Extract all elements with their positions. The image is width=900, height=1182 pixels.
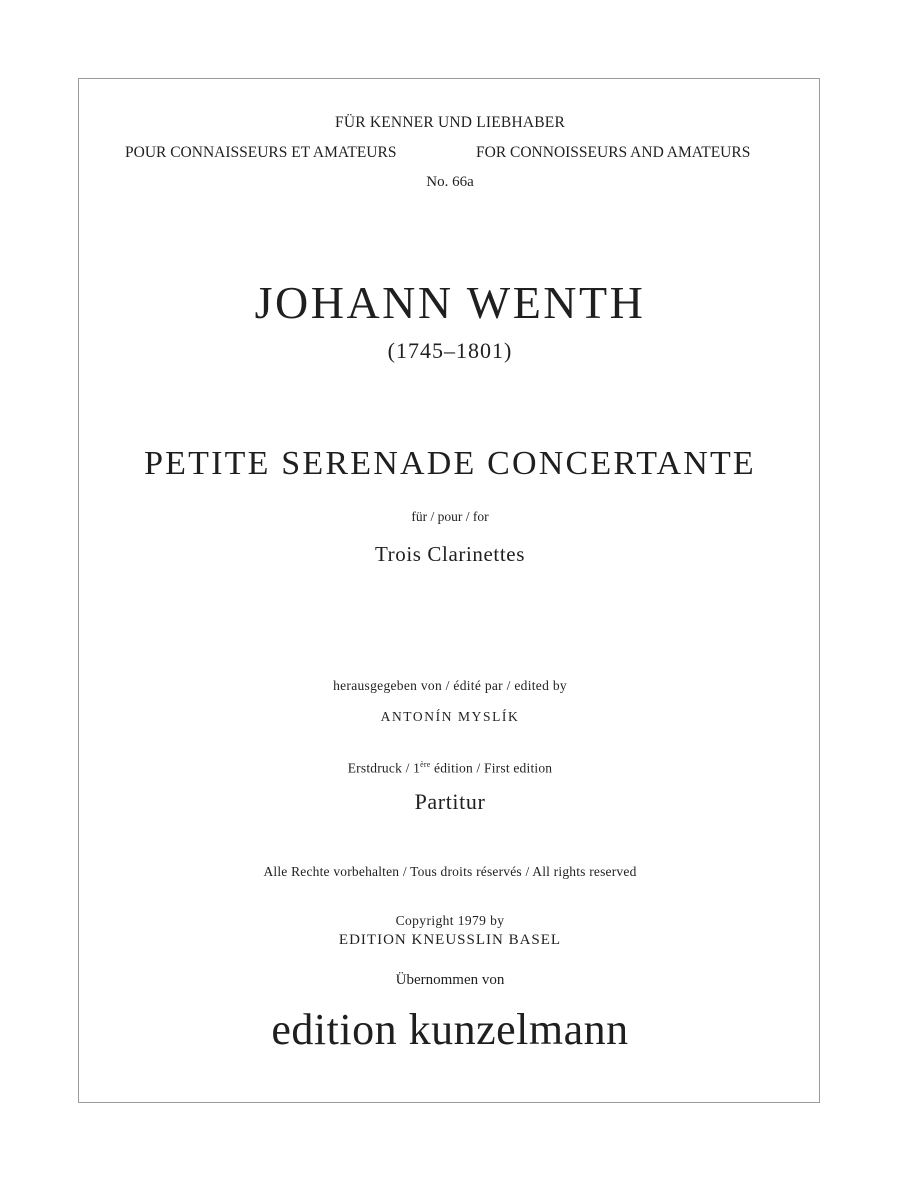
publisher-name: EDITION KNEUSSLIN BASEL [338, 932, 562, 948]
publisher-brand: edition kunzelmann [271, 1005, 629, 1054]
series-title-fr: POUR CONNAISSEURS ET AMATEURS [125, 144, 397, 161]
editor-name: ANTONÍN MYSLÍK [380, 709, 520, 724]
series-title-en: FOR CONNOISSEURS AND AMATEURS [476, 144, 751, 161]
copyright-line: Copyright 1979 by [395, 913, 505, 928]
series-number: No. 66a [426, 174, 474, 190]
series-title-de: FÜR KENNER UND LIEBHABER [335, 114, 565, 131]
rights-notice: Alle Rechte vorbehalten / Tous droits réservés / All rights reserved [263, 864, 637, 879]
instrumentation: Trois Clarinettes [374, 542, 525, 566]
edition-prefix: Erstdruck / 1 [347, 760, 421, 776]
taken-over-label: Übernommen von [395, 972, 505, 988]
edition-superscript: ère [420, 760, 431, 769]
for-label: für / pour / for [411, 509, 489, 524]
score-format: Partitur [414, 789, 486, 814]
edition-line [0, 760, 900, 777]
edited-by-label: herausgegeben von / édité par / edited by [333, 678, 567, 693]
edition-suffix: édition / First edition [430, 760, 553, 776]
work-title: PETITE SERENADE CONCERTANTE [144, 445, 756, 482]
composer-dates: (1745–1801) [387, 338, 513, 363]
composer-name: JOHANN WENTH [254, 277, 646, 328]
page-border [78, 78, 820, 1103]
